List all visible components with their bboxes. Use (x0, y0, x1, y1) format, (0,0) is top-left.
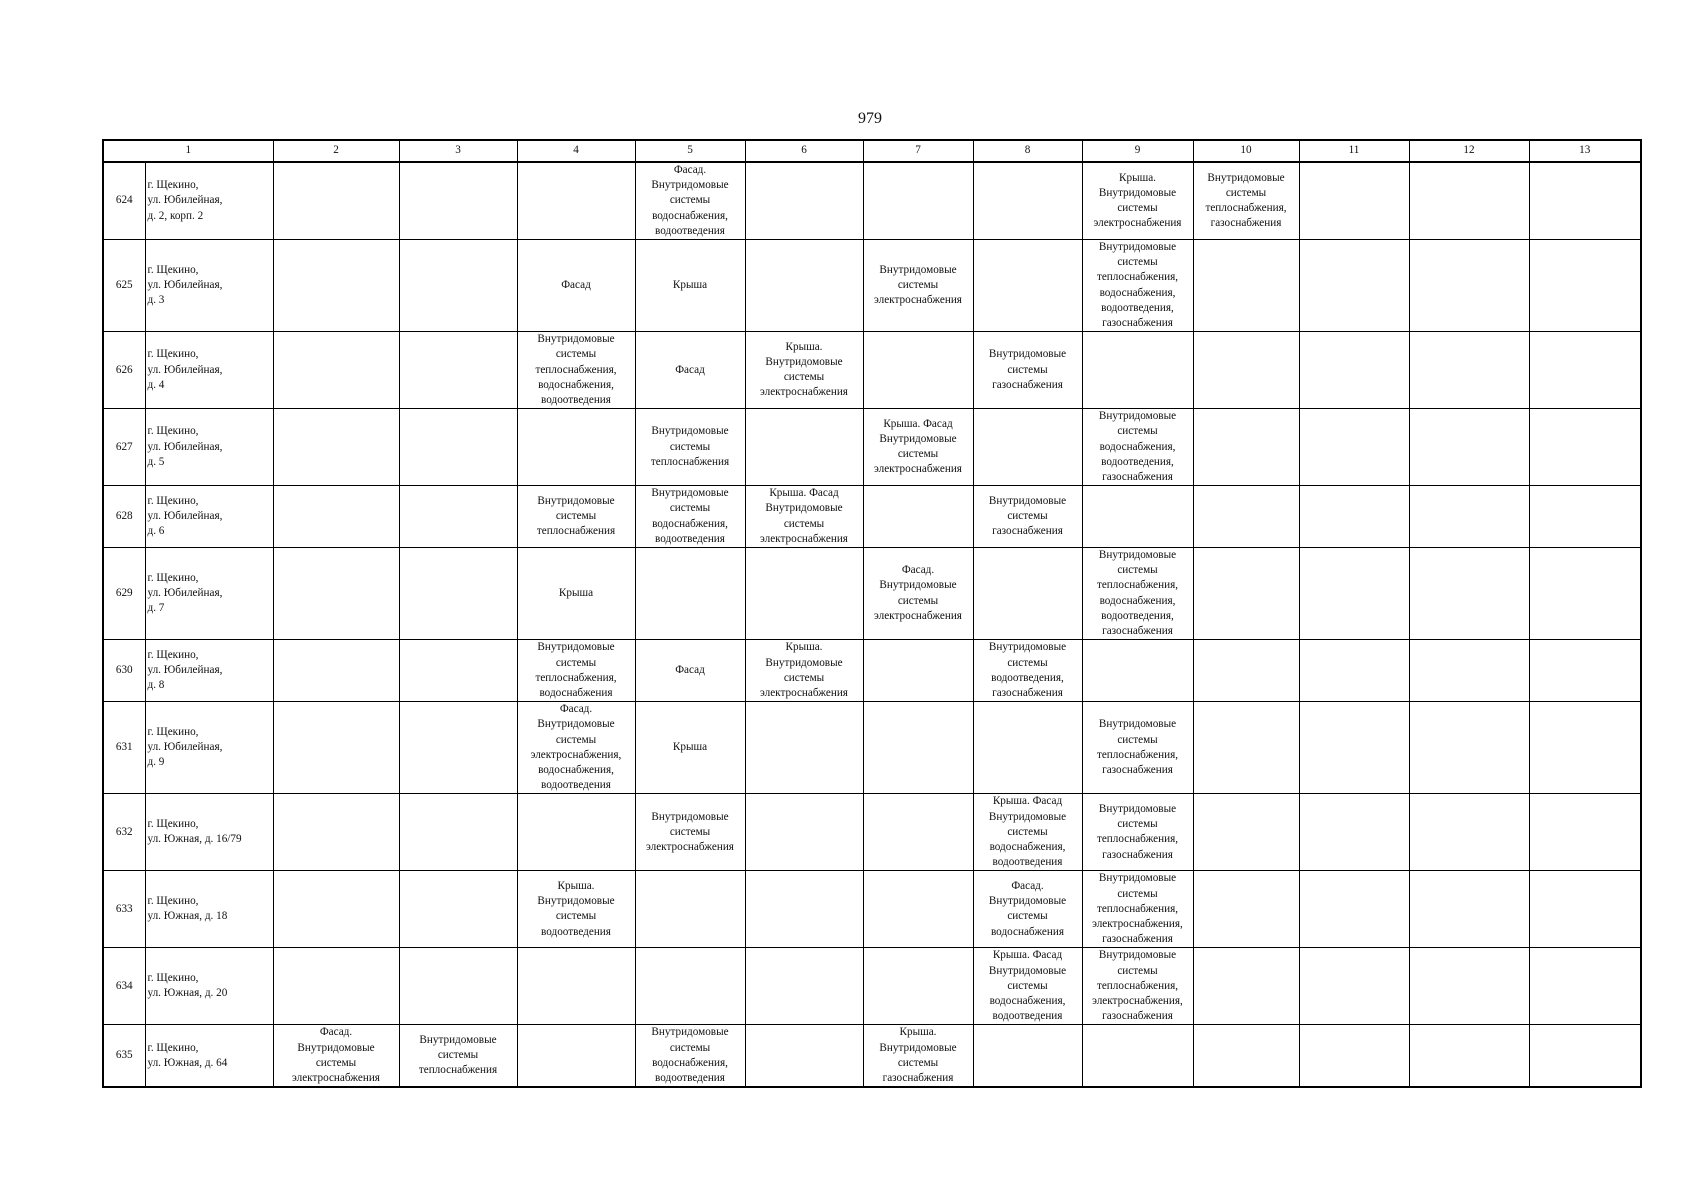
address-cell (145, 794, 273, 871)
work-cell-col-12 (1409, 409, 1529, 486)
work-cell-col-11 (1299, 1025, 1409, 1087)
work-cell-col-10 (1193, 871, 1299, 948)
work-text: Внутридомовые системы теплоснабжения, электроснабжения, газоснабжения (1092, 872, 1183, 946)
work-cell-col-4 (517, 1025, 635, 1087)
work-text: Внутридомовые системы теплоснабжения, газоснабжения (1205, 171, 1287, 230)
work-cell-col-5 (635, 640, 745, 702)
address-text: г. Щекино, ул. Юбилейная, д. 4 (147, 348, 223, 391)
work-cell-col-7 (863, 409, 973, 486)
column-header-10: 10 (1193, 140, 1299, 162)
work-cell-col-8 (973, 702, 1082, 794)
work-cell-col-8 (973, 240, 1082, 332)
work-cell-col-10 (1193, 794, 1299, 871)
address-text: г. Щекино, ул. Юбилейная, д. 6 (147, 494, 223, 538)
work-text: Внутридомовые системы электроснабжения (874, 263, 962, 307)
address-cell (145, 409, 273, 486)
column-header-5: 5 (635, 140, 745, 162)
work-cell-col-3 (399, 162, 517, 240)
work-text: Крыша. Внутридомовые системы газоснабжения (879, 1026, 957, 1084)
work-cell-col-5 (635, 486, 745, 548)
work-cell-col-4 (517, 332, 635, 409)
work-cell-col-2 (273, 1025, 399, 1087)
table-row (103, 794, 1641, 871)
work-cell-col-10 (1193, 240, 1299, 332)
work-cell-col-9 (1082, 486, 1193, 548)
work-text: Внутридомовые системы теплоснабжения, газоснабжения (1096, 802, 1179, 861)
work-cell-col-2 (273, 871, 399, 948)
work-text: Внутридомовые системы теплоснабжения, водоснабжения, водоотведения, газоснабжения (1096, 241, 1179, 330)
work-cell-col-5 (635, 332, 745, 409)
work-cell-col-3 (399, 871, 517, 948)
work-cell-col-8 (973, 548, 1082, 640)
work-text: Внутридомовые системы теплоснабжения (650, 425, 730, 468)
address-text: г. Щекино, ул. Юбилейная, д. 8 (147, 648, 223, 692)
table-header (103, 140, 1641, 162)
row-number: 630 (103, 640, 145, 702)
work-cell-col-4 (517, 871, 635, 948)
work-cell-col-13 (1529, 548, 1641, 640)
table-row (103, 486, 1641, 548)
work-cell-col-5 (635, 794, 745, 871)
work-text: Фасад. Внутридомовые системы электроснабжения (874, 564, 962, 622)
work-cell-col-5 (635, 1025, 745, 1087)
work-cell-col-13 (1529, 486, 1641, 548)
column-header-2: 2 (273, 140, 399, 162)
table-row (103, 702, 1641, 794)
work-cell-col-8 (973, 332, 1082, 409)
row-number: 626 (103, 332, 145, 409)
row-number: 629 (103, 548, 145, 640)
column-header-6: 6 (745, 140, 863, 162)
work-text: Внутридомовые системы водоотведения, газоснабжения (988, 641, 1067, 699)
address-cell (145, 548, 273, 640)
work-cell-col-6 (745, 332, 863, 409)
address-text: г. Щекино, ул. Юбилейная, д. 3 (147, 263, 223, 307)
work-cell-col-5 (635, 240, 745, 332)
column-header-3: 3 (399, 140, 517, 162)
work-cell-col-12 (1409, 702, 1529, 794)
table-row (103, 640, 1641, 702)
work-cell-col-6 (745, 794, 863, 871)
work-cell-col-10 (1193, 409, 1299, 486)
table-row (103, 409, 1641, 486)
column-header-8: 8 (973, 140, 1082, 162)
work-cell-col-8 (973, 948, 1082, 1025)
column-header-4: 4 (517, 140, 635, 162)
work-cell-col-8 (973, 162, 1082, 240)
table-row (103, 332, 1641, 409)
work-cell-col-10 (1193, 548, 1299, 640)
address-text: г. Щекино, ул. Юбилейная, д. 2, корп. 2 (147, 179, 223, 222)
work-cell-col-9 (1082, 702, 1193, 794)
work-cell-col-7 (863, 702, 973, 794)
work-cell-col-6 (745, 948, 863, 1025)
work-cell-col-6 (745, 640, 863, 702)
work-cell-col-10 (1193, 486, 1299, 548)
work-text: Крыша. Фасад Внутридомовые системы водоснабжения, водоотведения (988, 949, 1067, 1023)
work-cell-col-3 (399, 486, 517, 548)
row-number: 635 (103, 1025, 145, 1087)
work-cell-col-6 (745, 702, 863, 794)
work-cell-col-12 (1409, 1025, 1529, 1087)
work-cell-col-6 (745, 548, 863, 640)
work-cell-col-12 (1409, 794, 1529, 871)
work-cell-col-11 (1299, 640, 1409, 702)
work-cell-col-11 (1299, 409, 1409, 486)
address-text: г. Щекино, ул. Южная, д. 64 (147, 1041, 228, 1069)
work-cell-col-3 (399, 240, 517, 332)
work-cell-col-10 (1193, 702, 1299, 794)
work-text: Крыша. Внутридомовые системы электроснабжения (760, 340, 848, 399)
work-cell-col-5 (635, 548, 745, 640)
row-number: 628 (103, 486, 145, 548)
address-text: г. Щекино, ул. Юбилейная, д. 9 (147, 725, 223, 769)
row-number: 627 (103, 409, 145, 486)
address-text: г. Щекино, ул. Юбилейная, д. 7 (147, 571, 223, 615)
work-cell-col-8 (973, 794, 1082, 871)
work-cell-col-6 (745, 486, 863, 548)
work-cell-col-6 (745, 240, 863, 332)
row-number: 632 (103, 794, 145, 871)
work-text: Внутридомовые системы электроснабжения (646, 810, 734, 853)
work-cell-col-10 (1193, 162, 1299, 240)
column-header-7: 7 (863, 140, 973, 162)
work-cell-col-6 (745, 871, 863, 948)
work-cell-col-13 (1529, 332, 1641, 409)
work-cell-col-2 (273, 486, 399, 548)
work-text: Крыша (558, 587, 594, 600)
work-cell-col-10 (1193, 332, 1299, 409)
table-row (103, 1025, 1641, 1087)
work-text: Крыша. Фасад Внутридомовые системы электроснабжения (874, 417, 962, 476)
work-cell-col-11 (1299, 162, 1409, 240)
address-cell (145, 871, 273, 948)
capital-repair-table (102, 139, 1642, 1088)
work-cell-col-5 (635, 871, 745, 948)
work-text: Внутридомовые системы теплоснабжения, электроснабжения, газоснабжения (1092, 949, 1183, 1023)
work-cell-col-9 (1082, 871, 1193, 948)
address-cell (145, 640, 273, 702)
work-cell-col-2 (273, 162, 399, 240)
work-cell-col-11 (1299, 948, 1409, 1025)
work-cell-col-7 (863, 240, 973, 332)
address-cell (145, 240, 273, 332)
work-cell-col-4 (517, 640, 635, 702)
work-cell-col-12 (1409, 548, 1529, 640)
work-cell-col-2 (273, 548, 399, 640)
work-cell-col-11 (1299, 871, 1409, 948)
work-cell-col-7 (863, 948, 973, 1025)
work-cell-col-4 (517, 548, 635, 640)
work-text: Фасад. Внутридомовые системы водоснабжения (988, 879, 1067, 938)
row-number: 624 (103, 162, 145, 240)
work-cell-col-7 (863, 871, 973, 948)
table-row (103, 162, 1641, 240)
column-header-9: 9 (1082, 140, 1193, 162)
work-cell-col-4 (517, 162, 635, 240)
work-cell-col-11 (1299, 548, 1409, 640)
address-cell (145, 332, 273, 409)
column-header-12: 12 (1409, 140, 1529, 162)
work-text: Фасад (561, 279, 591, 292)
work-cell-col-3 (399, 948, 517, 1025)
work-cell-col-9 (1082, 240, 1193, 332)
work-cell-col-4 (517, 486, 635, 548)
work-cell-col-6 (745, 409, 863, 486)
work-cell-col-11 (1299, 702, 1409, 794)
work-text: Фасад. Внутридомовые системы электроснабжения (292, 1026, 380, 1084)
work-cell-col-8 (973, 640, 1082, 702)
work-text: Внутридомовые системы теплоснабжения (418, 1033, 498, 1077)
work-cell-col-13 (1529, 871, 1641, 948)
work-cell-col-3 (399, 794, 517, 871)
work-cell-col-13 (1529, 240, 1641, 332)
table-row (103, 871, 1641, 948)
work-cell-col-13 (1529, 948, 1641, 1025)
work-cell-col-12 (1409, 240, 1529, 332)
work-cell-col-13 (1529, 1025, 1641, 1087)
work-cell-col-12 (1409, 486, 1529, 548)
address-text: г. Щекино, ул. Южная, д. 18 (147, 895, 228, 923)
work-cell-col-9 (1082, 948, 1193, 1025)
address-cell (145, 1025, 273, 1087)
work-cell-col-7 (863, 640, 973, 702)
work-cell-col-11 (1299, 486, 1409, 548)
page-number: 979 (858, 110, 882, 127)
work-cell-col-6 (745, 1025, 863, 1087)
column-header-11: 11 (1299, 140, 1409, 162)
address-cell (145, 948, 273, 1025)
work-text: Крыша. Фасад Внутридомовые системы электроснабжения (760, 487, 848, 545)
work-cell-col-4 (517, 409, 635, 486)
work-text: Фасад. Внутридомовые системы электроснабжения, водоснабжения, водоотведения (530, 703, 622, 792)
work-cell-col-11 (1299, 240, 1409, 332)
work-cell-col-4 (517, 794, 635, 871)
work-cell-col-5 (635, 702, 745, 794)
work-cell-col-12 (1409, 871, 1529, 948)
column-header-13: 13 (1529, 140, 1641, 162)
work-cell-col-3 (399, 1025, 517, 1087)
work-text: Фасад (675, 363, 705, 376)
work-text: Внутридомовые системы водоснабжения, водоотведения (651, 1026, 729, 1084)
work-cell-col-9 (1082, 409, 1193, 486)
work-cell-col-2 (273, 332, 399, 409)
work-text: Крыша (672, 279, 708, 292)
work-text: Крыша. Внутридомовые системы электроснабжения (1093, 171, 1182, 230)
work-cell-col-8 (973, 1025, 1082, 1087)
work-cell-col-9 (1082, 162, 1193, 240)
work-cell-col-5 (635, 162, 745, 240)
work-cell-col-3 (399, 702, 517, 794)
work-text: Внутридомовые системы газоснабжения (988, 348, 1067, 391)
address-text: г. Щекино, ул. Южная, д. 16/79 (147, 818, 242, 846)
work-cell-col-9 (1082, 548, 1193, 640)
work-cell-col-8 (973, 409, 1082, 486)
work-cell-col-3 (399, 548, 517, 640)
work-cell-col-9 (1082, 332, 1193, 409)
work-cell-col-13 (1529, 162, 1641, 240)
work-text: Крыша. Внутридомовые системы электроснабжения (760, 641, 848, 699)
work-text: Внутридомовые системы теплоснабжения, газоснабжения (1096, 718, 1179, 776)
work-cell-col-12 (1409, 332, 1529, 409)
work-cell-col-13 (1529, 794, 1641, 871)
address-text: г. Щекино, ул. Южная, д. 20 (147, 972, 228, 1000)
work-text: Внутридомовые системы теплоснабжения (536, 494, 616, 538)
table-row (103, 948, 1641, 1025)
work-text: Внутридомовые системы теплоснабжения, водоснабжения, водоотведения, газоснабжения (1096, 549, 1179, 638)
work-cell-col-12 (1409, 948, 1529, 1025)
work-cell-col-9 (1082, 640, 1193, 702)
work-text: Крыша. Фасад Внутридомовые системы водоснабжения, водоотведения (988, 795, 1067, 869)
work-cell-col-2 (273, 948, 399, 1025)
work-text: Крыша. Внутридомовые системы водоотведения (537, 879, 615, 938)
address-cell (145, 702, 273, 794)
work-cell-col-2 (273, 640, 399, 702)
work-cell-col-11 (1299, 794, 1409, 871)
work-cell-col-10 (1193, 640, 1299, 702)
address-text: г. Щекино, ул. Юбилейная, д. 5 (147, 425, 223, 468)
table-row (103, 240, 1641, 332)
work-cell-col-3 (399, 332, 517, 409)
work-cell-col-10 (1193, 1025, 1299, 1087)
work-text: Фасад. Внутридомовые системы водоснабжения, водоотведения (651, 164, 729, 237)
work-text: Внутридомовые системы теплоснабжения, водоснабжения (535, 641, 617, 699)
work-cell-col-4 (517, 240, 635, 332)
work-cell-col-4 (517, 702, 635, 794)
table-body (103, 162, 1641, 1087)
work-cell-col-5 (635, 948, 745, 1025)
header-row (103, 140, 1641, 162)
work-cell-col-3 (399, 409, 517, 486)
address-cell (145, 162, 273, 240)
work-cell-col-2 (273, 702, 399, 794)
work-cell-col-13 (1529, 640, 1641, 702)
work-cell-col-6 (745, 162, 863, 240)
work-cell-col-7 (863, 332, 973, 409)
work-cell-col-7 (863, 162, 973, 240)
work-text: Внутридомовые системы водоснабжения, водоотведения, газоснабжения (1098, 410, 1177, 484)
work-cell-col-4 (517, 948, 635, 1025)
work-cell-col-2 (273, 409, 399, 486)
work-cell-col-2 (273, 240, 399, 332)
work-cell-col-10 (1193, 948, 1299, 1025)
row-number: 633 (103, 871, 145, 948)
column-header-1: 1 (103, 140, 273, 162)
work-cell-col-8 (973, 871, 1082, 948)
row-number: 634 (103, 948, 145, 1025)
work-cell-col-7 (863, 1025, 973, 1087)
work-cell-col-7 (863, 486, 973, 548)
work-cell-col-13 (1529, 409, 1641, 486)
work-cell-col-2 (273, 794, 399, 871)
work-cell-col-13 (1529, 702, 1641, 794)
work-cell-col-8 (973, 486, 1082, 548)
work-text: Внутридомовые системы теплоснабжения, водоснабжения, водоотведения (535, 333, 617, 407)
work-cell-col-7 (863, 794, 973, 871)
work-cell-col-12 (1409, 640, 1529, 702)
work-cell-col-7 (863, 548, 973, 640)
work-cell-col-12 (1409, 162, 1529, 240)
work-cell-col-3 (399, 640, 517, 702)
work-cell-col-9 (1082, 1025, 1193, 1087)
work-text: Внутридомовые системы газоснабжения (988, 494, 1067, 538)
work-cell-col-5 (635, 409, 745, 486)
work-cell-col-11 (1299, 332, 1409, 409)
work-cell-col-9 (1082, 794, 1193, 871)
work-text: Внутридомовые системы водоснабжения, водоотведения (651, 487, 729, 545)
row-number: 631 (103, 702, 145, 794)
work-text: Фасад (675, 664, 705, 677)
address-cell (145, 486, 273, 548)
table-row (103, 548, 1641, 640)
work-text: Крыша (672, 741, 708, 754)
row-number: 625 (103, 240, 145, 332)
